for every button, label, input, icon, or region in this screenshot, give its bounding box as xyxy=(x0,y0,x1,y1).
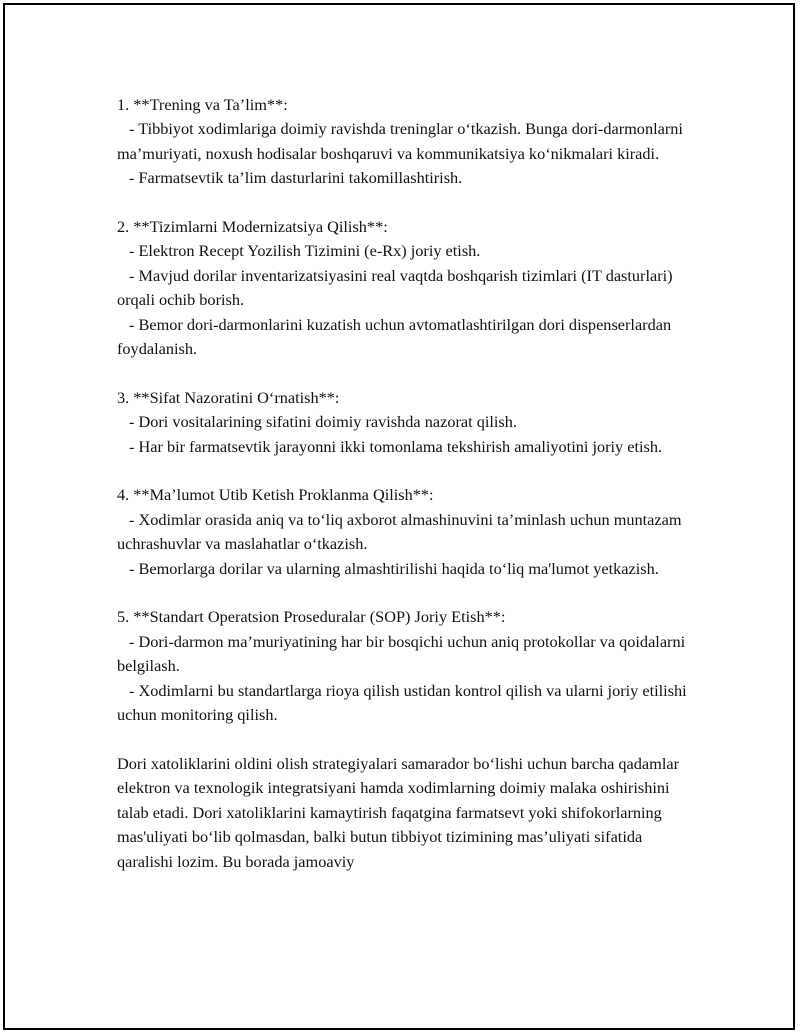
list-item-text: - Xodimlar orasida aniq va to‘liq axborot almashinuvini ta’minlash uchun muntazam uchrashuvlar va maslahatlar o‘tkazish. xyxy=(117,509,686,554)
list-item-text: - Dori-darmon ma’muriyatining har bir bosqichi uchun aniq protokollar va qoidalarni belgilash. xyxy=(117,631,690,676)
paragraph-gap xyxy=(117,191,687,215)
list-item xyxy=(117,557,687,581)
section-heading: 2. **Tizimlarni Modernizatsiya Qilish**: xyxy=(117,217,388,237)
list-item-text: - Tibbiyot xodimlariga doimiy ravishda treninglar o‘tkazish. Bunga dori-darmonlarni ma’muriyati, noxush hodisalar boshqaruvi va kommunikatsiya ko‘nikmalari kiradi. xyxy=(117,119,687,163)
list-item xyxy=(117,679,691,728)
list-item-text: - Bemorlarga dorilar va ularning almashtirilishi haqida to‘liq ma'lumot yetkazish. xyxy=(129,558,659,578)
list-item-text: - Mavjud dorilar inventarizatsiyasini real vaqtda boshqarish tizimlari (IT dasturlari) orqali ochib borish. xyxy=(117,265,677,310)
paragraph-gap xyxy=(117,361,687,385)
paragraph-gap xyxy=(117,581,687,605)
list-item-text: - Dori vositalarining sifatini doimiy ravishda nazorat qilish. xyxy=(129,412,517,432)
list-item xyxy=(117,435,687,459)
section-heading: 4. **Ma’lumot Utib Ketish Proklanma Qilish**: xyxy=(117,485,434,505)
list-item xyxy=(117,166,687,190)
list-item xyxy=(117,630,690,679)
document-body xyxy=(117,93,691,874)
list-item-text: - Farmatsevtik ta’lim dasturlarini takomillashtirish. xyxy=(129,168,463,188)
list-item xyxy=(117,239,687,263)
section-heading: 3. **Sifat Nazoratini O‘rnatish**: xyxy=(117,387,340,407)
list-item-text: - Har bir farmatsevtik jarayonni ikki tomonlama tekshirish amaliyotini joriy etish. xyxy=(129,436,663,456)
list-item xyxy=(117,264,687,313)
list-item xyxy=(117,313,687,362)
list-item xyxy=(117,117,687,166)
section-heading: 5. **Standart Operatsion Proseduralar (SOP) Joriy Etish**: xyxy=(117,607,506,627)
list-item-text: - Bemor dori-darmonlarini kuzatish uchun avtomatlashtirilgan dori dispenserlardan foydalanish. xyxy=(117,314,676,359)
list-item-text: - Elektron Recept Yozilish Tizimini (e-Rx) joriy etish. xyxy=(129,241,481,261)
section-heading: 1. **Trening va Ta’lim**: xyxy=(117,95,288,114)
list-item-text: - Xodimlarni bu standartlarga rioya qilish ustidan kontrol qilish va ularni joriy etilishi uchun monitoring qilish. xyxy=(117,680,691,725)
paragraph-gap xyxy=(117,459,687,483)
paragraph-gap xyxy=(117,728,687,752)
list-item xyxy=(117,508,687,557)
conclusion-paragraph: Dori xatoliklarini oldini olish strategiyalari samarador bo‘lishi uchun barcha qadamlar elektron va texnologik integratsiyani hamda xodimlarning doimiy malaka oshirishini talab etadi. Dori xatoliklarini kamaytirish faqatgina farmatsevt yoki shifokorlarning mas'uliyati bo‘lib qolmasdan, balki butun tibbiyot tizimining mas’uliyati sifatida qaralishi lozim. Bu borada jamoaviy xyxy=(117,753,684,871)
list-item xyxy=(117,410,687,434)
